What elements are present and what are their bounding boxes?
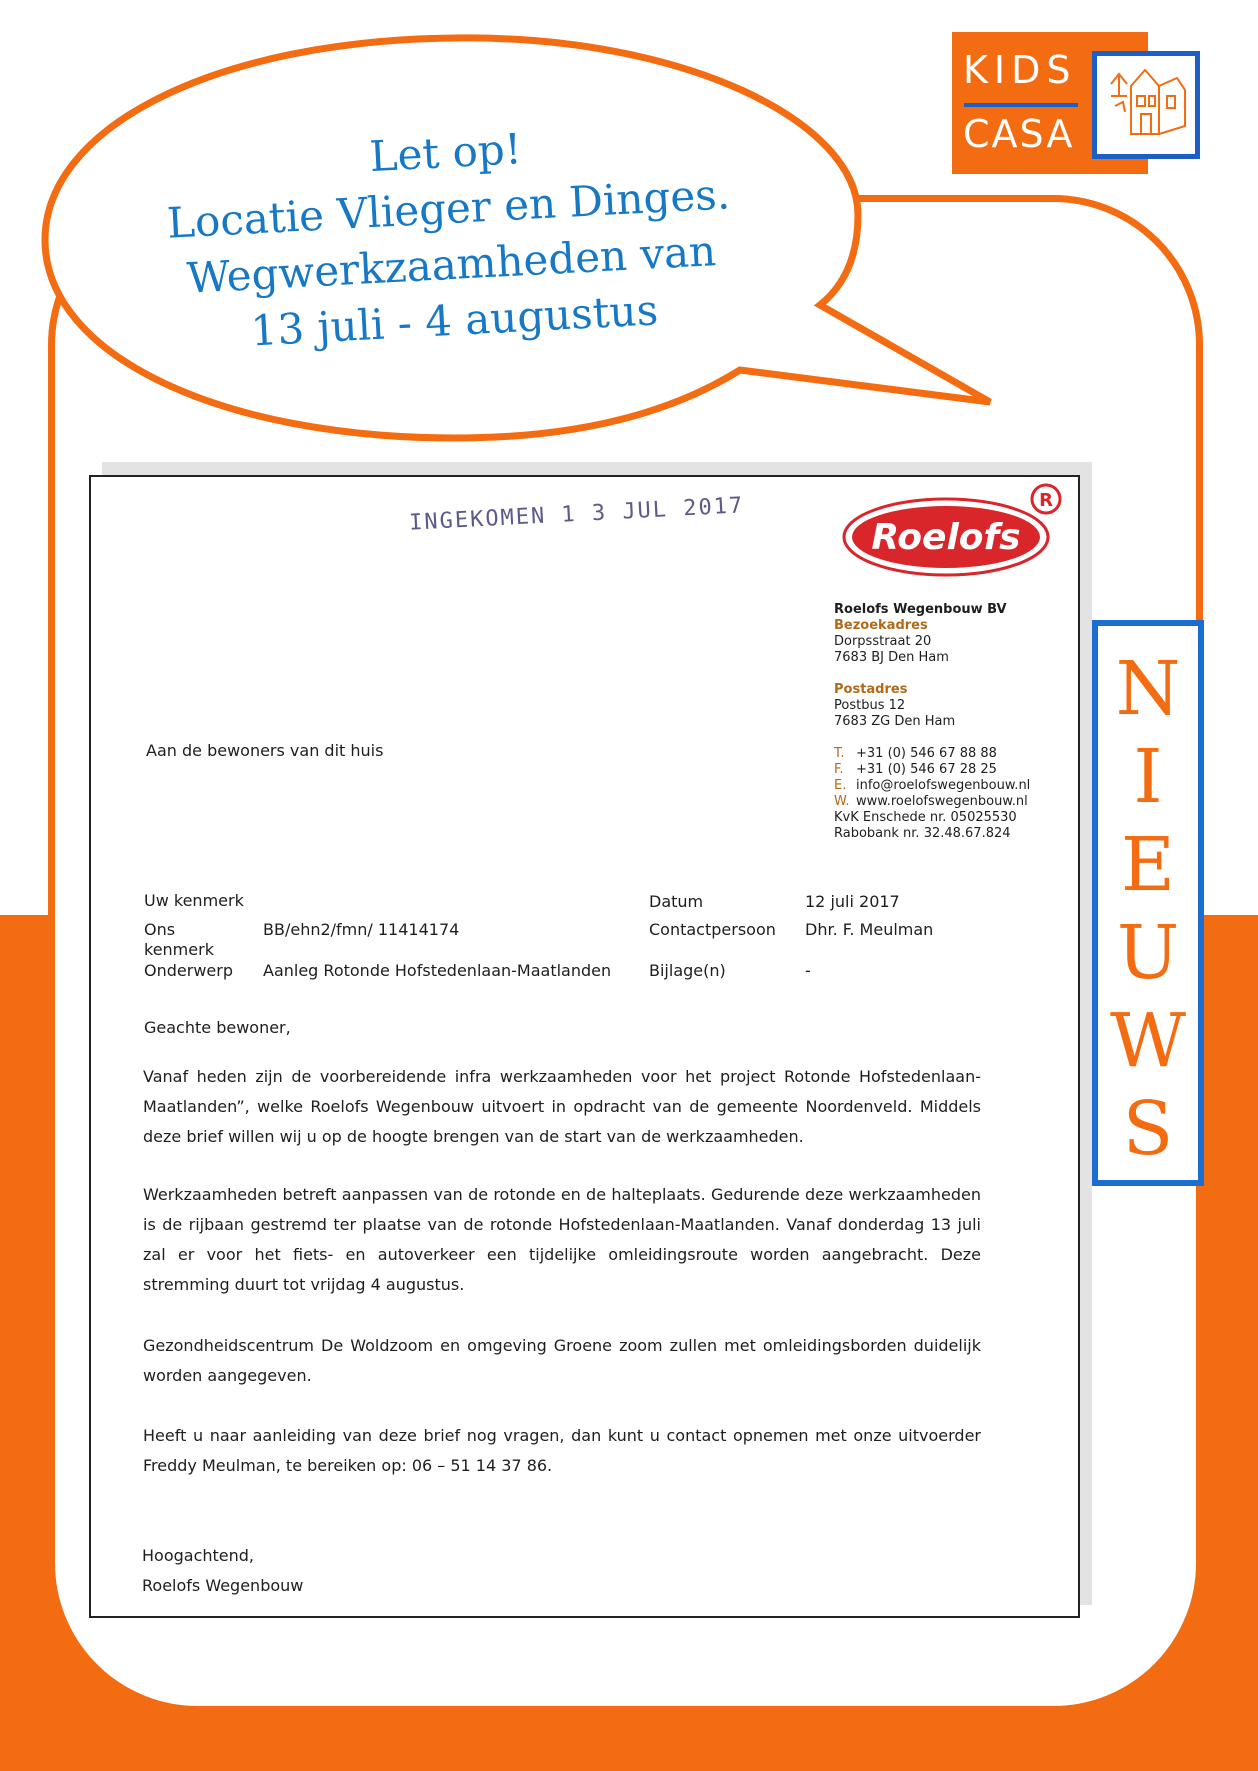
website-value: www.roelofswegenbouw.nl [856, 794, 1028, 809]
visit-city: 7683 BJ Den Ham [834, 650, 949, 665]
news-letter-i: I [1133, 734, 1163, 820]
paragraph-4: Heeft u naar aanleiding van deze brief nog vragen, dan kunt u contact opnemen met onze uitvoerder Freddy Meulman, te bereiken op: 06 – 51 14 37 86. [143, 1426, 981, 1475]
datum-label: Datum [649, 892, 704, 911]
news-letter-w: W [1109, 998, 1187, 1084]
email-value: info@roelofswegenbouw.nl [856, 778, 1031, 793]
post-box: Postbus 12 [834, 698, 906, 713]
logo-text-kids: KIDS [963, 48, 1077, 92]
phone-line [834, 746, 997, 761]
fax-line [834, 762, 997, 777]
registered-mark: R [1039, 490, 1053, 511]
bubble-headline [115, 108, 786, 366]
post-address-label: Postadres [834, 682, 908, 697]
kvk-number: KvK Enschede nr. 05025530 [834, 810, 1017, 825]
roelofs-logo [836, 480, 1068, 580]
paragraph-3: Gezondheidscentrum De Woldzoom en omgeving Groene zoom zullen met omleidingsborden duidelijk worden aangegeven. [143, 1336, 981, 1385]
bubble-line-2: Locatie Vlieger en Dinges. [165, 169, 732, 248]
ons-kenmerk-label-2: kenmerk [144, 940, 214, 959]
house-drawing-icon [1092, 51, 1200, 159]
ons-kenmerk-label-1: Ons [144, 920, 176, 939]
email-prefix: E. [834, 778, 847, 793]
news-letter-s: S [1122, 1086, 1174, 1172]
phone-value: +31 (0) 546 67 88 88 [856, 746, 997, 761]
bijlage-value: - [805, 961, 811, 980]
logo-divider [964, 103, 1078, 107]
fax-prefix: F. [834, 762, 844, 777]
received-stamp: INGEKOMEN 1 3 JUL 2017 [408, 493, 745, 536]
phone-prefix: T. [834, 746, 845, 761]
fax-value: +31 (0) 546 67 28 25 [856, 762, 997, 777]
closing-signature: Roelofs Wegenbouw [142, 1576, 304, 1595]
salutation: Geachte bewoner, [144, 1018, 291, 1037]
onderwerp-label: Onderwerp [144, 961, 233, 980]
bank-number: Rabobank nr. 32.48.67.824 [834, 826, 1011, 841]
bubble-line-1: Let op! [368, 124, 523, 182]
datum-value: 12 juli 2017 [805, 892, 900, 911]
ons-kenmerk-value: BB/ehn2/fmn/ 11414174 [263, 920, 460, 939]
bubble-line-3: Wegwerkzaamheden van [185, 226, 718, 303]
visit-address-label: Bezoekadres [834, 618, 928, 633]
website-line [834, 794, 1028, 809]
contact-label: Contactpersoon [649, 920, 776, 939]
paragraph-1: Vanaf heden zijn de voorbereidende infra werkzaamheden voor het project Rotonde Hofstedenlaan-Maatlanden”, welke Roelofs Wegenbouw uitvoert in opdracht van de gemeente Noordenveld. Middels deze brief willen wij u op de hoogte brengen van de start van de werkzaamheden. [143, 1067, 981, 1146]
closing-greeting: Hoogachtend, [142, 1546, 255, 1565]
post-city: 7683 ZG Den Ham [834, 714, 956, 729]
contact-value: Dhr. F. Meulman [805, 920, 934, 939]
news-letter-n: N [1115, 646, 1181, 732]
roelofs-logo-text: Roelofs [871, 517, 1021, 558]
news-letter-e: E [1120, 822, 1176, 908]
email-line [834, 778, 1030, 793]
bubble-line-4: 13 juli - 4 augustus [249, 285, 660, 356]
onderwerp-value: Aanleg Rotonde Hofstedenlaan-Maatlanden [263, 961, 612, 980]
news-letter-u: U [1116, 910, 1180, 996]
news-banner [1092, 620, 1204, 1186]
visit-street: Dorpsstraat 20 [834, 634, 932, 649]
logo-text-casa: CASA [963, 112, 1075, 156]
uw-kenmerk-label: Uw kenmerk [144, 891, 244, 910]
paragraph-2: Werkzaamheden betreft aanpassen van de rotonde en de halteplaats. Gedurende deze werkzaamheden is de rijbaan gestremd ter plaatse van de rotonde Hofstedenlaan-Maatlanden. Vanaf donderdag 13 juli zal er voor het fiets- en autoverkeer een tijdelijke omleidingsroute worden aangebracht. Deze stremming duurt tot vrijdag 4 augustus. [143, 1185, 981, 1294]
website-prefix: W. [834, 794, 850, 809]
recipient: Aan de bewoners van dit huis [146, 741, 384, 760]
bijlage-label: Bijlage(n) [649, 961, 726, 980]
company-name: Roelofs Wegenbouw BV [834, 602, 1007, 617]
